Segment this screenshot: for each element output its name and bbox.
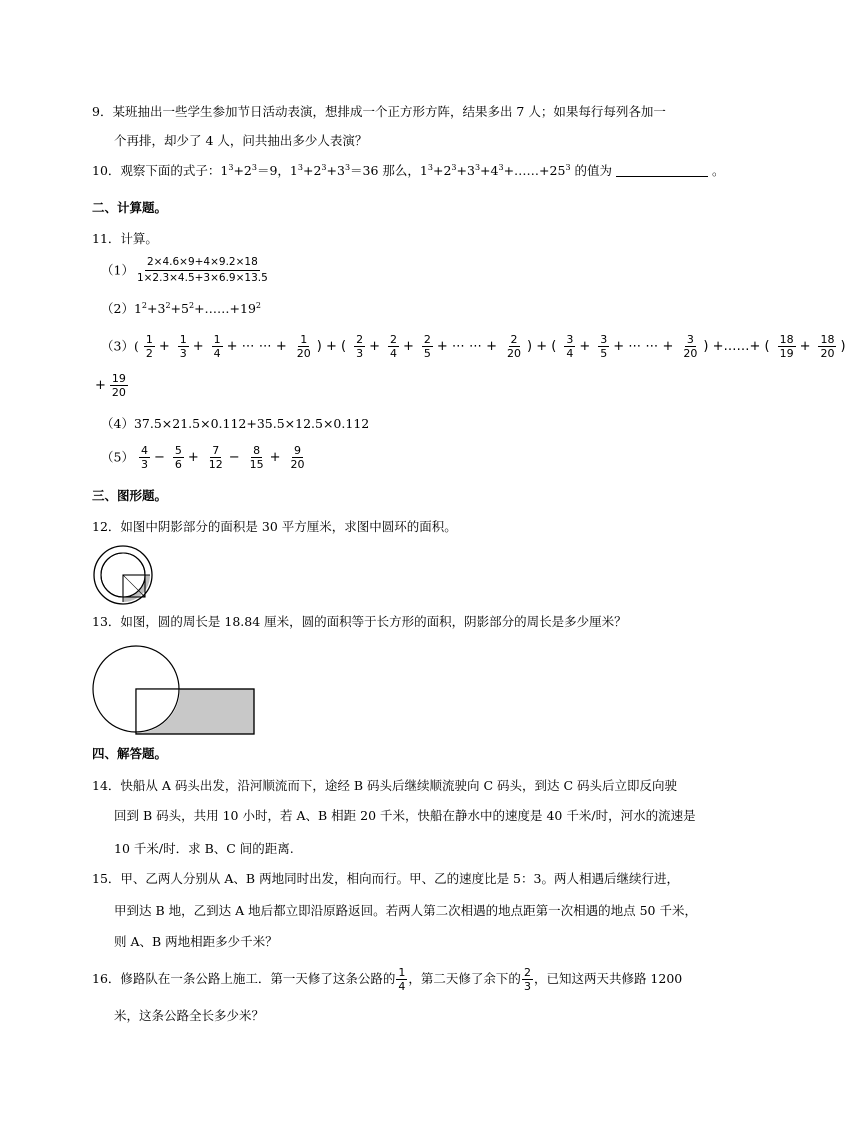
section-3-heading: 三、图形题。 <box>92 488 168 503</box>
q15-line2: 甲到达 B 地，乙到达 A 地后都立即沿原路返回。若两人第二次相遇的地点距第一次相遇的地点 50 千米， <box>114 903 697 918</box>
q15-line1: 15．甲、乙两人分别从 A、B 两地同时出发，相向而行。甲、乙的速度比是 5：3。两人相遇后继续行进， <box>92 871 679 886</box>
q9-line2: 个再排，却少了 4 人，问共抽出多少人表演？ <box>114 133 368 148</box>
q10-text: 10．观察下面的式子：$1^3+2^3=9$，$1^3+2^3+3^3=36$ 那么，$1^3+2^3+3^3+4^3+\dots\dots+25^3$ 的值为 。 <box>92 163 725 178</box>
q11-part4: （4）37.5×21.5×0.112+35.5×12.5×0.112 <box>101 416 370 431</box>
answer-blank[interactable] <box>616 164 708 177</box>
q12-text: 12．如图中阴影部分的面积是 30 平方厘米，求图中圆环的面积。 <box>92 519 457 534</box>
q16-line1: 16．修路队在一条公路上施工．第一天修了这条公路的 $\frac{1}{4}$ ，第二天修了余下的 $\frac{2}{3}$ ，已知这两天共修路 1200 <box>92 966 683 993</box>
q11-part3-cont: + $\frac{19}{20}$ <box>95 372 126 399</box>
q11-part5: （5） $\frac{4}{3}$ − $\frac{5}{6}$ + $\frac{7}{12}$ − $\frac{8}{15}$ + $\frac{9}{20}$ <box>101 444 305 471</box>
q14-line3: 10 千米/时．求 B、C 间的距离. <box>114 841 294 856</box>
q11-part2: $(2)1^2+3^2+5^2+\dots\dots+19^2$ <box>101 301 262 316</box>
q11-part3: （3）( $\frac{1}{2}$ + $\frac{1}{3}$ + $\frac{1}{4}$ + ⋯ ⋯ + $\frac{1}{20}$ ) + ( $\frac{2}{3}$ + $\frac{2}{4}$ + $\frac{2}{5}$ + ⋯ ⋯ + $\frac{2}{20}$ ) + ( $\frac{3}{4}$ + $\frac{3}{5}$ + ⋯ ⋯ + $\frac{3}{20}$ ) +……+ ( $\frac{18}{19}$ + $\frac{18}{20}$ ) <box>101 333 846 360</box>
section-2-heading: 二、计算题。 <box>92 200 168 215</box>
q9-line1: 9．某班抽出一些学生参加节日活动表演，想排成一个正方形方阵，结果多出 7 人；如果每行每列各加一 <box>92 104 666 119</box>
section-4-heading: 四、解答题。 <box>92 746 168 761</box>
q11-p1-fraction: $\frac{2\times 4.6\times 9+4\times 9.2\times 18}{1\times 2.3\times 4.5+3\times 6.9\times 13.5}$ <box>136 256 268 284</box>
q15-line3: 则 A、B 两地相距多少千米？ <box>114 934 278 949</box>
circle-rectangle-figure <box>92 645 262 737</box>
q14-line2: 回到 B 码头，共用 10 小时，若 A、B 相距 20 千米，快船在静水中的速度是 40 千米/时，河水的流速是 <box>114 808 696 823</box>
q16-fraction-1: $\frac{1}{4}$ <box>398 966 406 993</box>
q14-line1: 14．快船从 A 码头出发，沿河顺流而下，途经 B 码头后继续顺流驶向 C 码头，到达 C 码头后立即反向驶 <box>92 778 678 793</box>
q11-title: 11．计算。 <box>92 231 158 246</box>
q16-fraction-2: $\frac{2}{3}$ <box>523 966 531 993</box>
annulus-figure <box>92 544 154 606</box>
q11-part1: （1） $\frac{2\times 4.6\times 9+4\times 9.2\times 18}{1\times 2.3\times 4.5+3\times 6.9\times 13.5}$ <box>101 256 268 284</box>
q13-text: 13．如图，圆的周长是 18.84 厘米，圆的面积等于长方形的面积，阴影部分的周长是多少厘米？ <box>92 614 627 629</box>
q16-line2: 米，这条公路全长多少米？ <box>114 1008 265 1023</box>
